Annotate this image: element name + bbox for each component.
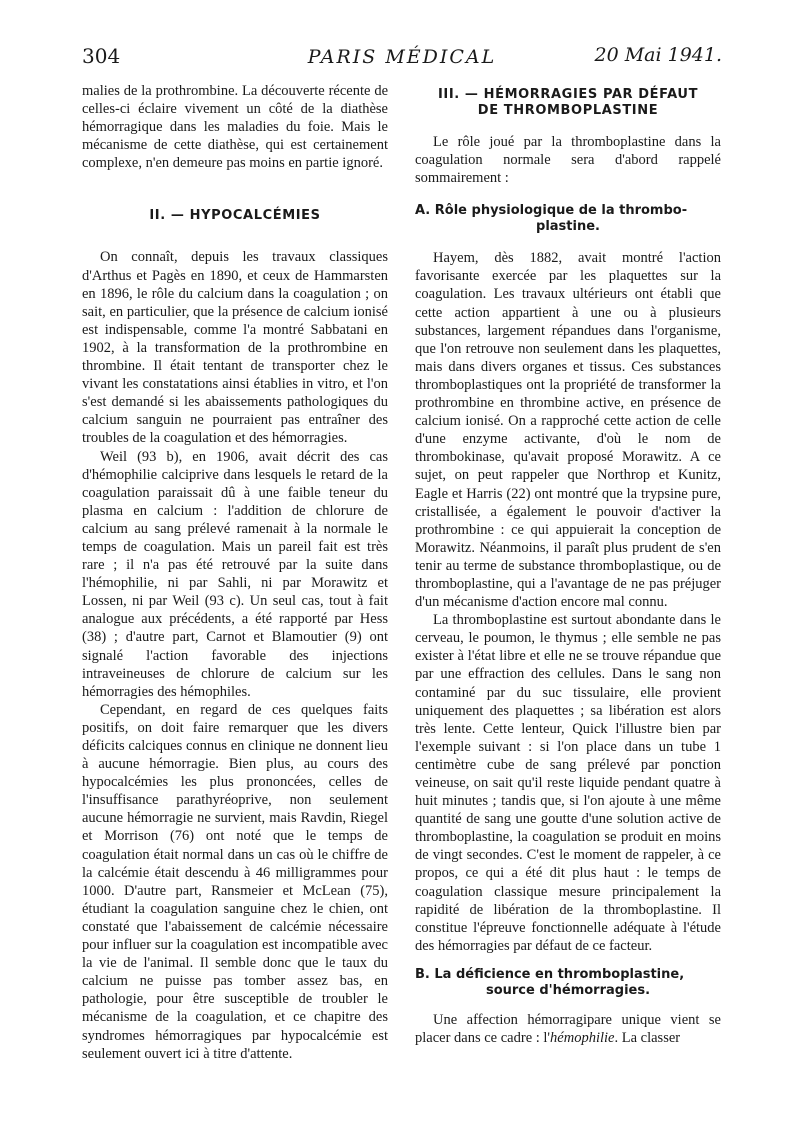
subheading-deficience: B. La déficience en thromboplastine, source d'hémorragies. xyxy=(415,966,685,998)
journal-title: PARIS MÉDICAL xyxy=(307,46,497,68)
page-number: 304 xyxy=(82,44,121,68)
intro-paragraph: malies de la prothrombine. La découverte récente de celles-ci éclaire vivement un côté de la diathèse hémorragique dans les maladies du foie. Mais le mécanisme de cette diathèse, qui est certainement complexe, n'en demeure pas moins en partie ignoré. xyxy=(82,83,388,172)
right-column xyxy=(415,87,721,1047)
paragraph: Une affection hémorragipare unique vient se placer dans ce cadre : l'hémophilie. La classer xyxy=(415,1011,721,1047)
section-heading-hypocalcemies: II. — HYPOCALCÉMIES xyxy=(149,208,321,224)
paragraph: Cependant, en regard de ces quelques faits positifs, on doit faire remarquer que les divers déficits calciques connus en clinique ne donnent lieu à aucune hémorragie. Bien plus, au cours des hypocalcémies les plus prononcées, celles de l'insuffisance parathyréoprive, non seulement aucune hémorragie ne survient, mais Ravdin, Riegel et Morrison (76) ont noté que le temps de coagulation était normal dans un cas où le chiffre de la calcémie était descendu à 46 milligrammes pour 1000. D'autre part, Ransmeier et McLean (75), étudiant la coagulation sanguine chez le chien, ont constaté que l'abaissement de calcémie nécessaire pour influer sur la coagulation est incompatible avec la vie de l'animal. Il semble donc que le taux du calcium ne puisse pas tomber assez bas, en pathologie, pour être susceptible de troubler le mécanisme de la coagulation, et ce chapitre des syndromes hémorragiques par hypocalcémie est seulement ouvert ici à titre d'attente. xyxy=(82,701,388,1062)
paragraph: Weil (93 b), en 1906, avait décrit des cas d'hémophilie calciprive dans lesquels le retard de la coagulation paraissait dû à une faible teneur du plasma en calcium : l'addition de chlorure de calcium au sang prélevé ramenait à la normale le temps de coagulation. Mais un pareil fait est très rare ; il n'a pas été retrouvé par la suite dans l'hémophilie, ni par Sahli, ni par Morawitz et Lossen, ni par Weil (93 c). Un seul cas, tout à fait analogue aux précédents, a été rapporté par Hess (38) ; d'autre part, Carnot et Blamoutier (9) ont signalé l'action favorable des injections intraveineuses de chlorure de calcium sur les hémorragies des hémophiles. xyxy=(82,448,388,700)
section-heading-hemorragies: III. — HÉMORRAGIES PAR DÉFAUT DE THROMBOPLASTINE xyxy=(437,87,699,118)
running-header xyxy=(82,44,722,72)
paragraph: On connaît, depuis les travaux classiques d'Arthus et Pagès en 1890, et ceux de Hammarsten en 1896, le rôle du calcium dans la coagulation ; on sait, en particulier, que la présence de calcium ionisé est indispensable, comme l'a montré Sabbatani en 1902, à la transformation de la prothrombine en thrombine. Il était tentant de transporter chez le vivant les constatations ainsi établies in vitro, et l'on s'est demandé si les abaissements pathologiques du calcium sanguin ne pourraient pas entraîner des troubles de la coagulation et des hémorragies. xyxy=(82,249,388,447)
emphasis-hemophilie: hémophilie xyxy=(550,1030,615,1047)
paragraph: Hayem, dès 1882, avait montré l'action favorisante exercée par les plaquettes sur la coagulation. Les travaux ultérieurs ont établi que cette action appartient à une ou à plusieurs substances, largement répandues dans l'organisme, que l'on retrouve non seulement dans les plaquettes, mais dans divers organes et tissus. Ces substances thromboplastiques ont la propriété de transformer la prothrombine en thrombine active, en présence de calcium ionisé. On a rapproché cette action de celle d'une enzyme activante, d'où le nom de thrombokinase, qu'avait proposé Morawitz. A ce sujet, on peut rappeler que Northrop et Kunitz, Eagle et Harris (22) ont montré que la trypsine pure, cristallisée, a également le pouvoir d'activer la prothrombine : ce qui appuierait la conception de Morawitz. Néanmoins, il paraît plus prudent de s'en tenir au terme de substance thromboplastique, ou de thromboplastine, qui a l'avantage de ne pas préjuger d'un mécanisme d'action encore mal connu. xyxy=(415,250,721,611)
left-column xyxy=(82,82,388,1063)
paragraph: Le rôle joué par la thromboplastine dans la coagulation normale sera d'abord rappelé sommairement : xyxy=(415,134,721,187)
subheading-role-physiologique: A. Rôle physiologique de la thrombo- plastine. xyxy=(415,203,688,235)
issue-date: 20 Mai 1941. xyxy=(594,44,722,66)
paragraph: La thromboplastine est surtout abondante dans le cerveau, le poumon, le thymus ; elle semble ne pas exister à l'état libre et elle ne se trouve répandue que par une effraction des cellules. Dans le sang non contaminé par du suc tissulaire, elle provient uniquement des plaquettes ; sa libération est alors très lente. Cette lenteur, Quick l'illustre bien par l'exemple suivant : si l'on place dans un tube 1 centimètre cube de sang prélevé par ponction veineuse, on sait qu'il reste liquide pendant quatre à huit minutes ; tandis que, si l'on ajoute à une même quantité de sang une goutte d'une solution active de thromboplastine, la coagulation se produit en moins de vingt secondes. C'est le moment de rappeler, à ce propos, ce qui a été dit plus haut : le temps de coagulation classique mesure principalement la rapidité de libération de la thromboplastine. Il constitue l'épreuve fonctionnelle adéquate à l'étude des hémorragies par défaut de ce facteur. xyxy=(415,612,721,954)
